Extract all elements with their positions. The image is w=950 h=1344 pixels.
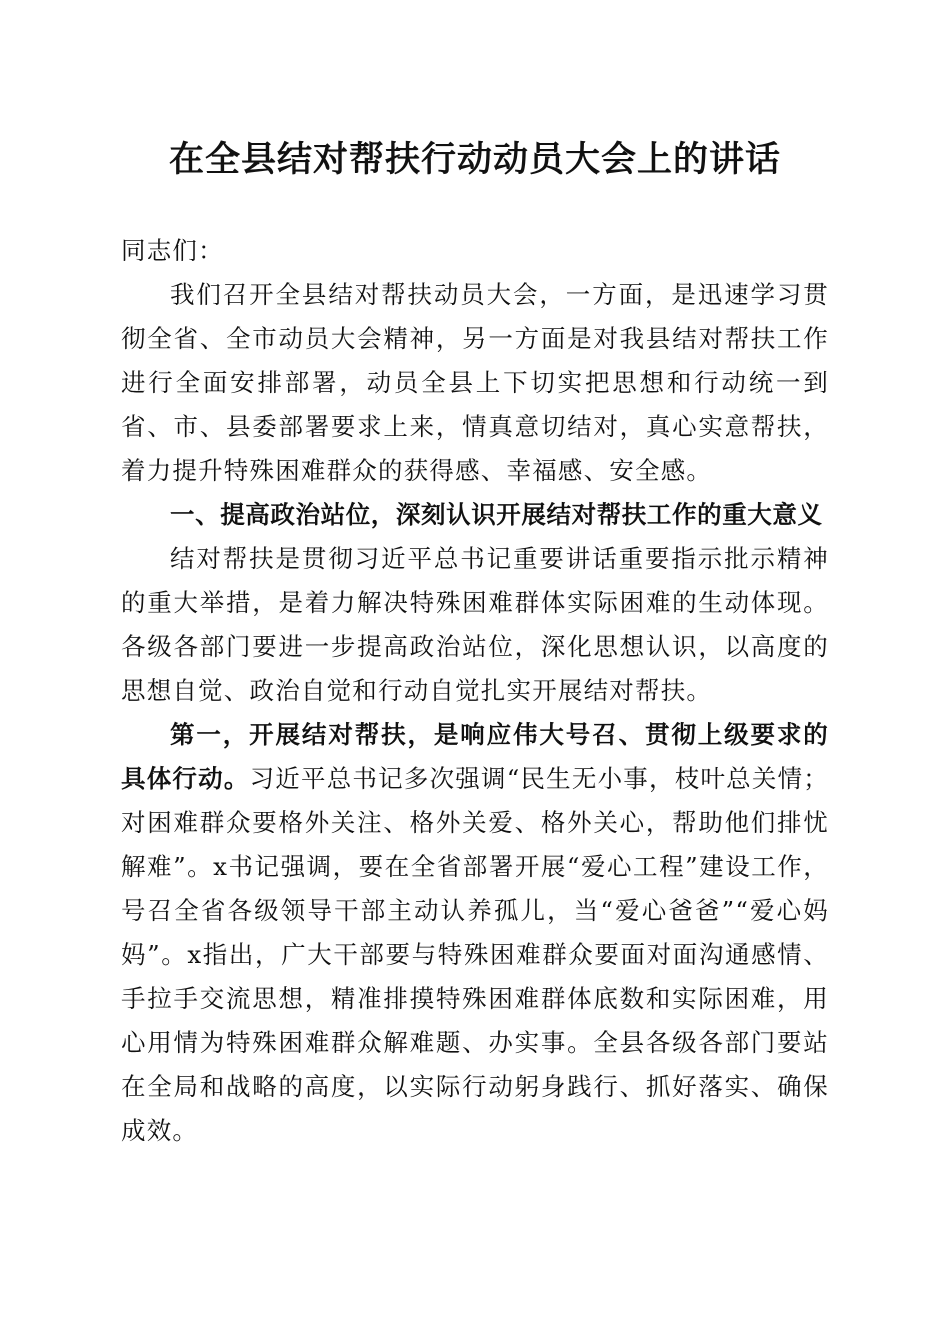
document-title: 在全县结对帮扶行动动员大会上的讲话 — [168, 139, 781, 180]
section-heading-1: 一、提高政治站位，深刻认识开展结对帮扶工作的重大意义 — [170, 500, 823, 529]
salutation: 同志们： — [121, 236, 224, 265]
point-1-text: 习近平总书记多次强调“民生无小事，枝叶总关情；对困难群众要格外关注、格外关爱、格外关心，帮助他们排忧解难”。x书记强调，要在全省部署开展“爱心工程”建设工作，号召全省各级领导干部主动认养孤儿，当“爱心爸爸”“爱心妈妈”。x指出，广大干部要与特殊困难群众要面对面沟通感情、手拉手交流思想，精准排摸特殊困难群体底数和实际困难，用心用情为特殊困难群众解难题、办实事。全县各级各部门要站在全局和战略的高度，以实际行动躬身践行、抓好落实、确保成效。 — [121, 764, 830, 1145]
point-1-lead: 第一，开展结对帮扶，是响应伟大号召、贯彻上级要求的具体行动。 — [121, 720, 829, 793]
document-body — [121, 229, 829, 1153]
section-1-paragraph: 结对帮扶是贯彻习近平总书记重要讲话重要指示批示精神的重大举措，是着力解决特殊困难群体实际困难的生动体现。各级各部门要进一步提高政治站位，深化思想认识，以高度的思想自觉、政治自觉和行动自觉扎实开展结对帮扶。 — [121, 544, 829, 705]
intro-paragraph: 我们召开全县结对帮扶动员大会，一方面，是迅速学习贯彻全省、全市动员大会精神，另一方面是对我县结对帮扶工作进行全面安排部署，动员全县上下切实把思想和行动统一到省、市、县委部署要求上来，情真意切结对，真心实意帮扶，着力提升特殊困难群众的获得感、幸福感、安全感。 — [121, 280, 829, 485]
point-1-paragraph — [121, 713, 829, 1153]
